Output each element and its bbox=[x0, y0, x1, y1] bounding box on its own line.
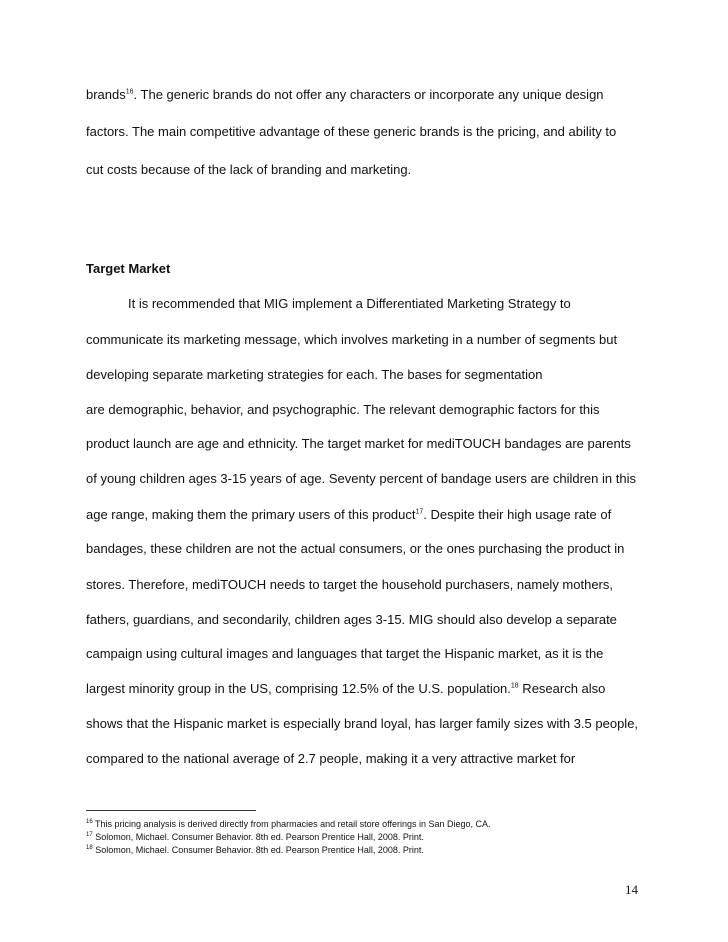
line-text: Research also bbox=[518, 681, 606, 696]
line-text: age range, making them the primary users of this product bbox=[86, 507, 416, 522]
footnote-ref: 16 bbox=[125, 88, 134, 96]
footnote bbox=[86, 818, 491, 830]
body-line: compared to the national average of 2.7 people, making it a very attractive market for bbox=[86, 751, 576, 766]
body-line: bandages, these children are not the actual consumers, or the ones purchasing the product in bbox=[86, 541, 625, 556]
section-heading: Target Market bbox=[86, 261, 171, 276]
body-line bbox=[86, 507, 611, 523]
body-line: of young children ages 3-15 years of age. Seventy percent of bandage users are children in this bbox=[86, 471, 636, 486]
footnote-number: 16 bbox=[86, 819, 93, 825]
footnote bbox=[86, 844, 424, 856]
body-line: are demographic, behavior, and psychographic. The relevant demographic factors for this bbox=[86, 402, 600, 417]
body-line: factors. The main competitive advantage of these generic brands is the pricing, and ability to bbox=[86, 124, 617, 139]
footnote-separator bbox=[86, 810, 256, 811]
body-line: campaign using cultural images and languages that target the Hispanic market, as it is the bbox=[86, 646, 604, 661]
body-line: stores. Therefore, mediTOUCH needs to target the household purchasers, namely mothers, bbox=[86, 577, 614, 592]
line-text: . The generic brands do not offer any characters or incorporate any unique design bbox=[133, 87, 604, 102]
footnote-text: This pricing analysis is derived directly from pharmacies and retail store offerings in San Diego, CA. bbox=[92, 819, 491, 829]
page-number: 14 bbox=[625, 882, 638, 897]
line-text: . Despite their high usage rate of bbox=[423, 507, 612, 522]
footnote-text: Solomon, Michael. Consumer Behavior. 8th ed. Pearson Prentice Hall, 2008. Print. bbox=[92, 845, 424, 855]
body-line: fathers, guardians, and secondarily, children ages 3-15. MIG should also develop a separate bbox=[86, 612, 617, 627]
line-text: largest minority group in the US, comprising 12.5% of the U.S. population. bbox=[86, 681, 511, 696]
body-line bbox=[86, 681, 605, 697]
footnote-ref: 18 bbox=[510, 682, 519, 690]
footnote-number: 18 bbox=[86, 845, 93, 851]
line-text: brands bbox=[86, 87, 126, 102]
footnote bbox=[86, 831, 424, 843]
body-line: It is recommended that MIG implement a Differentiated Marketing Strategy to bbox=[128, 296, 571, 311]
body-line: developing separate marketing strategies for each. The bases for segmentation bbox=[86, 367, 543, 382]
footnote-ref: 17 bbox=[415, 508, 424, 516]
body-line: cut costs because of the lack of branding and marketing. bbox=[86, 162, 412, 177]
body-line: product launch are age and ethnicity. The target market for mediTOUCH bandages are parents bbox=[86, 436, 631, 451]
body-line bbox=[86, 87, 604, 103]
footnote-text: Solomon, Michael. Consumer Behavior. 8th ed. Pearson Prentice Hall, 2008. Print. bbox=[92, 832, 424, 842]
footnote-number: 17 bbox=[86, 832, 93, 838]
body-line: shows that the Hispanic market is especially brand loyal, has larger family sizes with 3.5 people, bbox=[86, 716, 639, 731]
body-line: communicate its marketing message, which involves marketing in a number of segments but bbox=[86, 332, 618, 347]
